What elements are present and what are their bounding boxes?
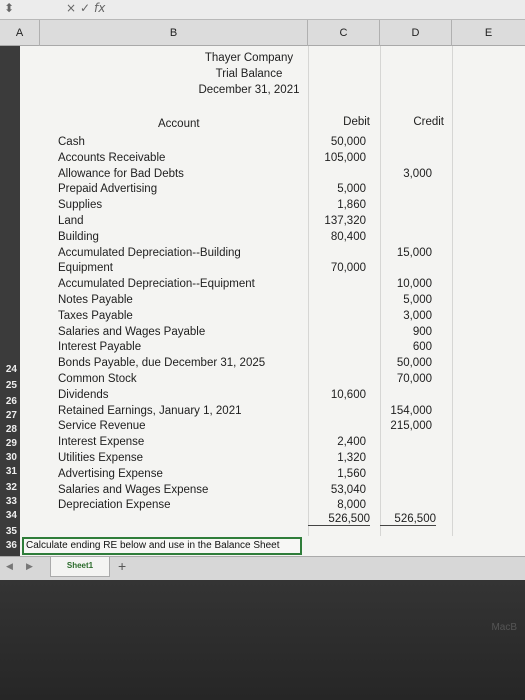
account-header: Account [158,118,200,130]
debit-cell: 80,400 [330,230,366,243]
note-cell-selected[interactable]: Calculate ending RE below and use in the Balance Sheet [22,537,302,555]
credit-cell: 3,000 [403,309,432,322]
debit-cell: 1,560 [337,467,366,480]
account-name: Salaries and Wages Expense [58,483,209,496]
debit-cell: 8,000 [337,499,366,512]
column-header-e[interactable]: E [484,27,493,39]
sheet-tab-bar [0,556,525,580]
account-name: Equipment [58,262,113,275]
credit-cell: 15,000 [396,246,432,259]
account-name: Dividends [58,388,109,401]
account-name: Utilities Expense [58,452,144,464]
account-name: Taxes Payable [58,309,133,322]
debit-cell: 1,320 [337,452,366,464]
account-name: Accounts Receivable [58,151,166,164]
device-label: MacB [491,622,517,633]
account-name: Land [58,215,84,227]
total-credit: 526,500 [380,513,436,526]
credit-cell: 900 [412,325,432,338]
row-header[interactable]: 33 [5,496,17,507]
account-name: Accumulated Depreciation--Building [58,246,241,259]
account-name: Cash [58,136,85,148]
row-header[interactable]: 30 [5,452,17,463]
account-name: Salaries and Wages Payable [58,325,206,338]
account-name: Interest Expense [58,436,145,449]
account-name: Accumulated Depreciation--Equipment [58,278,255,291]
debit-cell: 2,400 [337,436,366,449]
debit-cell: 1,860 [337,199,366,212]
row-header[interactable]: 32 [5,482,17,493]
row-header[interactable]: 26 [5,396,17,407]
formula-bar [0,0,525,20]
row-header[interactable]: 35 [5,526,17,537]
account-name: Interest Payable [58,341,142,354]
report-title: Trial Balance [215,68,283,80]
debit-cell: 137,320 [324,215,366,227]
report-date: December 31, 2021 [198,84,300,96]
debit-header: Debit [343,116,370,128]
account-name: Depreciation Expense [58,499,171,512]
column-header-a[interactable]: A [0,20,40,46]
add-sheet-button[interactable]: + [118,558,127,574]
row-header[interactable]: 28 [5,424,17,435]
debit-cell: 53,040 [330,483,366,496]
debit-cell: 5,000 [337,183,366,196]
account-name: Bonds Payable, due December 31, 2025 [58,357,266,370]
account-name: Prepaid Advertising [58,183,158,196]
prev-sheet-icon[interactable]: ◀ [6,561,13,571]
company-name: Thayer Company [204,52,294,64]
account-name: Allowance for Bad Debts [58,167,184,180]
column-header-d[interactable]: D [380,20,452,46]
row-header[interactable]: 24 [5,364,17,375]
row-headers [0,46,20,556]
credit-cell: 70,000 [396,373,432,385]
row-header[interactable]: 29 [5,438,17,449]
name-box-stepper-icon[interactable]: ⬍ [4,1,15,15]
next-sheet-icon[interactable]: ▶ [26,561,33,571]
grid-line [452,46,453,536]
debit-cell: 10,600 [330,388,366,401]
laptop-bezel [0,580,525,700]
confirm-icon[interactable]: ✓ [80,1,91,15]
credit-cell: 600 [412,341,432,354]
credit-header: Credit [413,116,444,128]
debit-cell: 50,000 [330,136,366,148]
account-name: Retained Earnings, January 1, 2021 [58,404,242,417]
credit-cell: 3,000 [403,167,432,180]
credit-cell: 215,000 [390,420,432,433]
row-header[interactable]: 25 [5,380,17,391]
total-debit: 526,500 [308,513,370,526]
account-name: Service Revenue [58,420,146,433]
row-header[interactable]: 31 [5,466,17,477]
column-header-c[interactable]: C [308,20,380,46]
row-header[interactable]: 27 [5,410,17,421]
debit-cell: 105,000 [324,151,366,164]
sheet-tab-sheet1[interactable]: Sheet1 [50,557,110,577]
account-name: Advertising Expense [58,467,163,480]
credit-cell: 154,000 [390,404,432,417]
fx-icon[interactable]: fx [94,1,106,15]
account-name: Supplies [58,199,103,212]
credit-cell: 5,000 [403,294,432,306]
account-name: Common Stock [58,373,137,385]
column-headers [0,20,525,46]
cancel-icon[interactable]: × [66,1,77,15]
credit-cell: 50,000 [396,357,432,370]
column-header-b[interactable]: B [40,20,308,46]
credit-cell: 10,000 [396,278,432,291]
debit-cell: 70,000 [330,262,366,275]
account-name: Notes Payable [58,294,133,306]
account-name: Building [58,230,99,243]
row-header[interactable]: 34 [5,510,17,521]
row-header[interactable]: 36 [5,540,17,551]
